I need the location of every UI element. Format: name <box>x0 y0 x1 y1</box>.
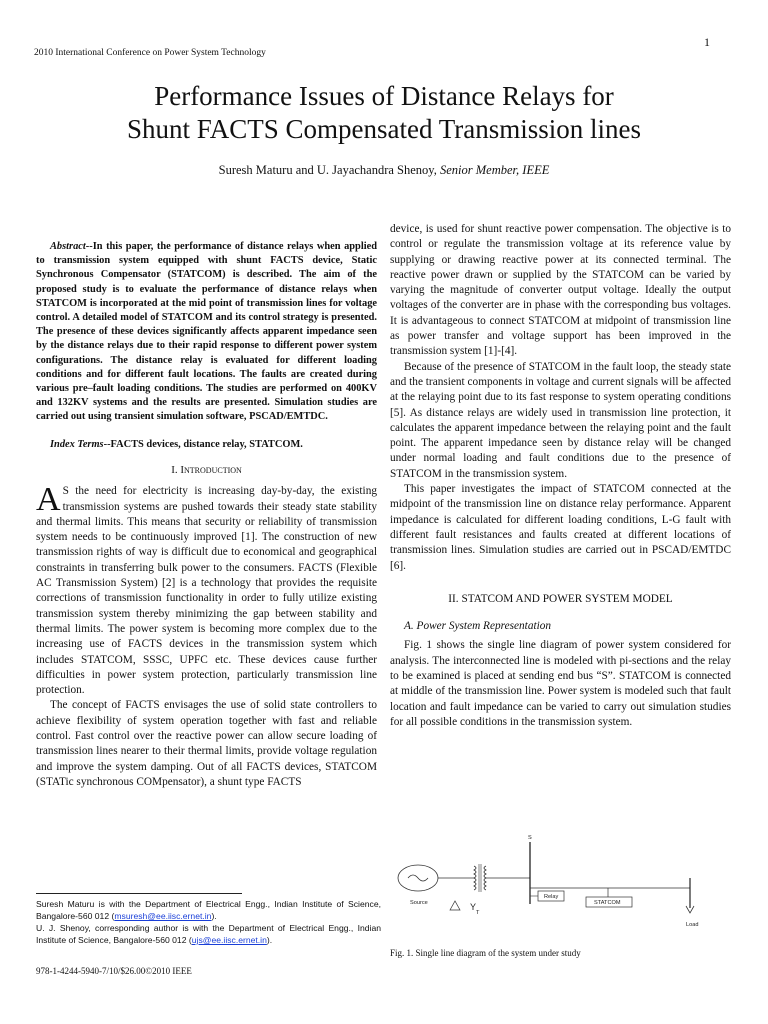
title-line-2: Shunt FACTS Compensated Transmission lines <box>126 114 642 144</box>
author-names: Suresh Maturu and U. Jayachandra Shenoy, <box>218 163 437 177</box>
footnotes <box>36 898 381 946</box>
relay-label: Relay <box>544 894 559 900</box>
paper-title <box>0 80 768 146</box>
author-role: Senior Member, IEEE <box>440 163 550 177</box>
intro-paragraph-2: The concept of FACTS envisages the use of solid state controllers to achieve flexibility of system operation together with fast and reliable control. Fast control over the reactive power can allow secure loading of transmission lines nearer to their thermal limits, provide voltage regulation and improve the system damping. Out of all FACTS devices, STATCOM (STATic synchronous COMpensator), a shunt type FACTS <box>36 699 377 788</box>
author-line <box>0 163 768 178</box>
load-label: Load <box>686 922 699 928</box>
right-column <box>390 222 731 730</box>
email-link-msuresh[interactable]: msuresh@ee.iisc.ernet.in <box>114 911 212 921</box>
email-link-ujs[interactable]: ujs@ee.iisc.ernet.in <box>191 935 267 945</box>
transformer-subscript: T <box>476 910 480 916</box>
abstract-label: Abstract <box>50 241 86 252</box>
section-numeral: I. <box>171 463 178 476</box>
footnote-divider <box>36 893 242 894</box>
intro-paragraph-1-text: S the need for electricity is increasing day-by-day, the existing transmission systems are pushed towards their steady state stability and thermal limits. This means that security or reliability of transmission system needs to be continuously improved [1]. The construction of new transmission rights of way is difficult due to economical and geographical constraints in transferring bulk power to the consumers. FACTS (Flexible AC Transmission System) [2] is a technology that provides the requisite corrections of transmission functionality in order to fully utilize existing transmission system thereby minimizing the gap between stability and thermal limits. The power system is becoming more complex due to the increasing use of FACTS devices in the transmission system which includes STATCOM, SSSC, UPFC etc. These devices cause further difficulties in power system protection, particularly transmission line protection. <box>36 485 377 697</box>
figure-caption: Fig. 1. Single line diagram of the system under study <box>390 948 581 958</box>
index-terms-text: --FACTS devices, distance relay, STATCOM. <box>103 438 303 450</box>
delta-icon <box>450 901 460 910</box>
abstract-text: --In this paper, the performance of distance relays when applied to transmission system equipped with shunt FACTS device, Static Synchronous Compensator (STATCOM) is described. The aim of the proposed study is to evaluate the performance of distance relays when STATCOM is incorporated at the mid point of transmission lines for voltage control. A detailed model of STATCOM and its control strategy is presented. The presence of these devices significantly affects apparent impedance seen by the distance relays due to their rapid response to different power system configurations. The distance relay is evaluated for different loading conditions and for different fault locations. The faults are created during various pre–fault loading conditions. The studies are performed on 400KV and 132KV systems and the results are presented. Simulation studies are carried out using transient simulation software, PSCAD/EMTDC. <box>36 241 377 423</box>
bus-label: S <box>528 835 532 841</box>
footnote-1: Suresh Maturu is with the Department of Electrical Engg., Indian Institute of Science, Bangalore-560 012 (msuresh@ee.iisc.ernet.in). <box>36 899 381 921</box>
footnote-2: U. J. Shenoy, corresponding author is with the Department of Electrical Engg., Indian Institute of Science, Bangalore-560 012 (ujs@ee.iisc.ernet.in). <box>36 923 381 945</box>
transformer-symbol <box>450 864 486 910</box>
subsection-heading: A. Power System Representation <box>404 620 552 633</box>
source-label: Source <box>410 900 428 906</box>
section-heading-statcom-model: II. STATCOM AND POWER SYSTEM MODEL <box>448 592 673 605</box>
section-title: Introduction <box>180 463 242 476</box>
abstract <box>36 240 377 425</box>
intro-paragraph-2-continued: device, is used for shunt reactive power compensation. The objective is to control or regulate the transmission voltage at its reference value by supplying or drawing reactive power at its connected terminal. The reactive power drawn or supplied by the STATCOM can be varied by varying the magnitude of converter output voltage. Ideally the output voltages of the converter are in phase with the corresponding bus voltages. It is advantageous to connect STATCOM at midpoint of transmission line as power transfer and voltage support has been improved in the transmission system [1]-[4]. <box>390 223 731 358</box>
title-line-1: Performance Issues of Distance Relays for <box>154 81 614 111</box>
transformer-label: Y <box>470 902 477 912</box>
section2-paragraph-1: Fig. 1 shows the single line diagram of power system considered for analysis. The interconnected line is modeled with pi-sections and the relay to be examined is placed at sending end bus “S”. STATCOM is connected at middle of the transmission line. Power system is modeled such that fault location and fault impedance can be varied to carry out simulation studies for all possible conditions in the transmission system. <box>390 639 731 728</box>
statcom-label: STATCOM <box>594 900 621 906</box>
isbn-line: 978-1-4244-5940-7/10/$26.00©2010 IEEE <box>36 966 192 976</box>
left-column <box>36 222 377 790</box>
conference-header: 2010 International Conference on Power System Technology <box>34 48 266 58</box>
sine-icon <box>408 875 428 881</box>
intro-paragraph-4: This paper investigates the impact of STATCOM connected at the midpoint of the transmission line on distance relay performance. Apparent impedance is calculated for different loading conditions, L-G fault with different fault resistances and faults created at different locations of transmission lines. Simulation studies are carried out in PSCAD/EMTDC [6]. <box>390 483 731 572</box>
drop-cap: A <box>36 481 61 519</box>
single-line-diagram <box>390 834 710 934</box>
intro-paragraph-1 <box>36 481 377 698</box>
index-terms <box>36 437 377 452</box>
page-number: 1 <box>704 35 710 49</box>
index-terms-label: Index Terms <box>50 438 104 450</box>
intro-paragraph-3: Because of the presence of STATCOM in the fault loop, the steady state and the transient components in voltage and current signals will be affected at the relaying point due to its fast response to system operating conditions [5]. As distance relays are widely used in transmission line protection, it calculates the apparent impedance between the relaying point and the fault point. The apparent impedance seen by distance relay will be changed under normal loading and fault conditions due to the presence of STATCOM in the transmission system. <box>390 360 731 480</box>
section-heading-introduction <box>36 463 377 478</box>
